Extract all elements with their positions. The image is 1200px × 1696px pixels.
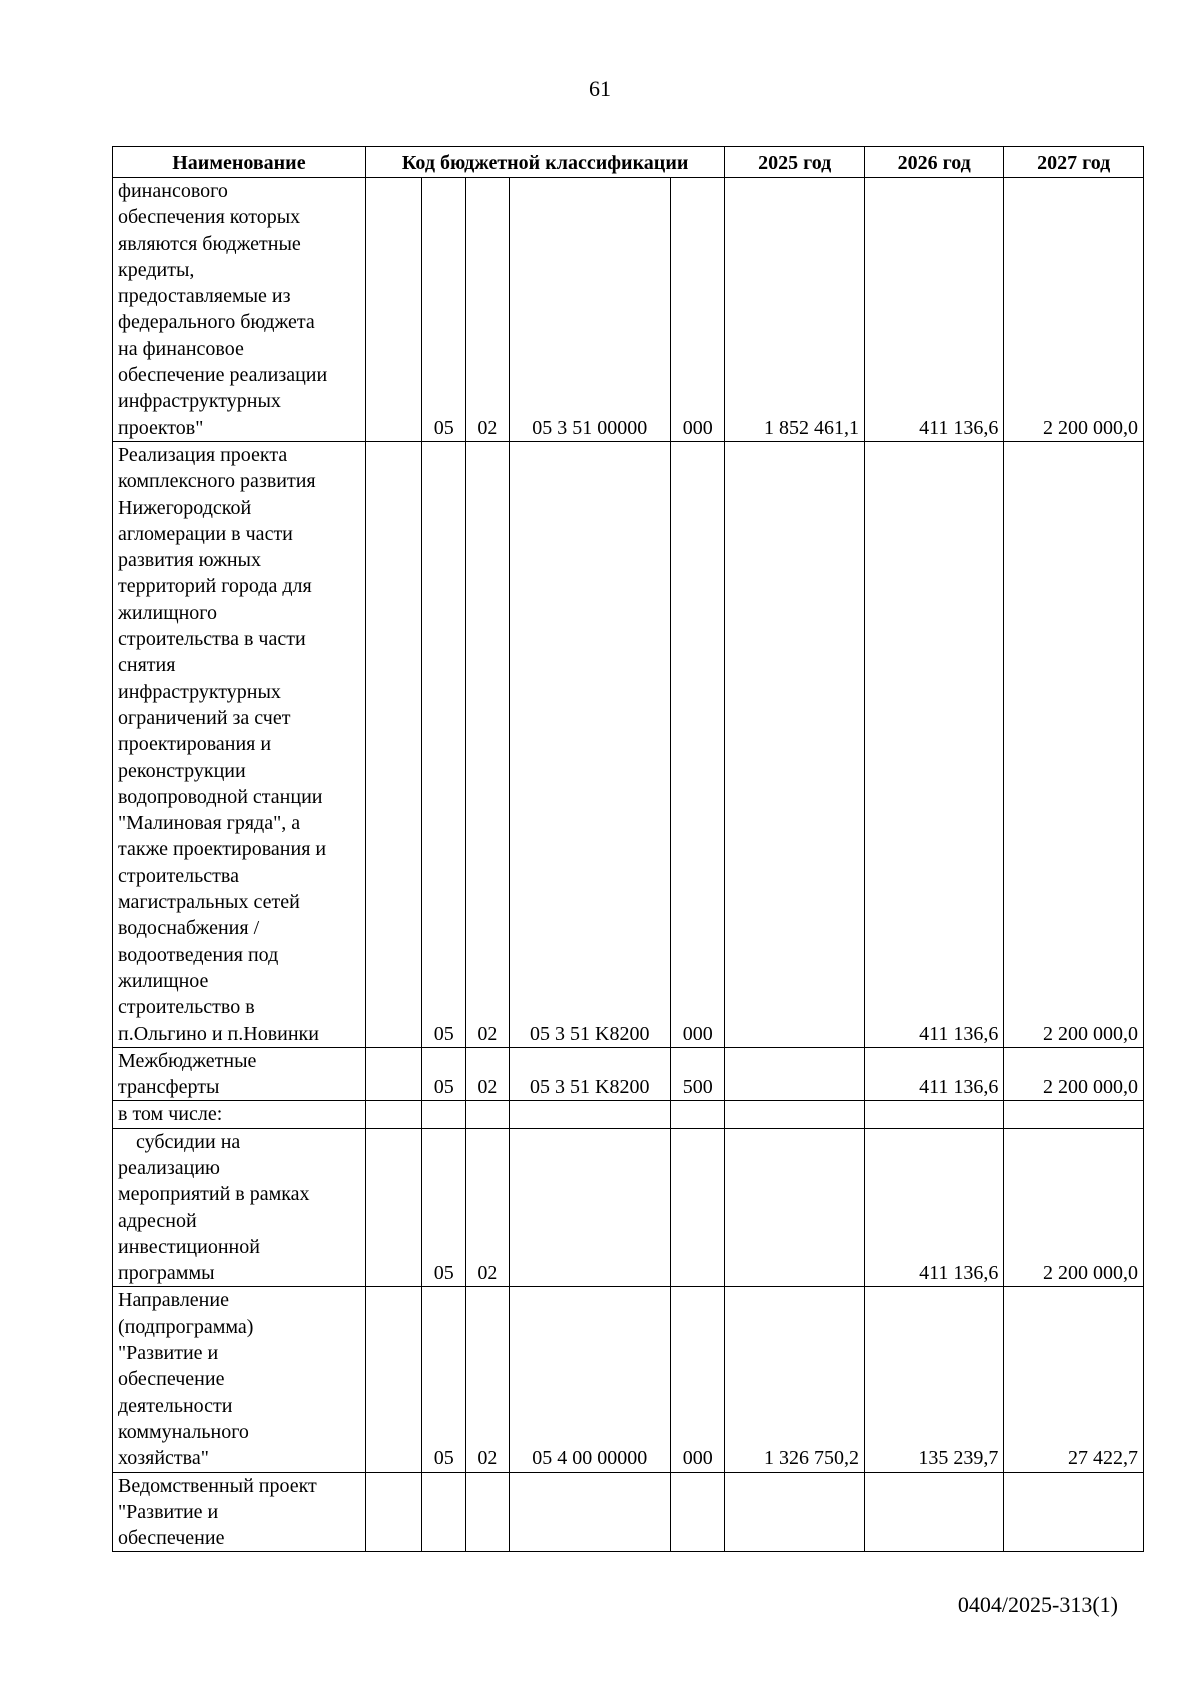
code-gr <box>365 441 422 1047</box>
code-pr <box>466 1472 510 1552</box>
code-csr: 05 3 51 00000 <box>509 178 670 442</box>
code-vr: 000 <box>670 178 725 442</box>
code-pr: 02 <box>466 1128 510 1287</box>
row-name-line: водоснабжения / <box>118 917 260 940</box>
row-name-line: проектирования и <box>118 733 272 756</box>
value-2027: 2 200 000,0 <box>1004 441 1144 1047</box>
row-name-line: "Малиновая гряда", а <box>118 812 301 835</box>
value-2025: 1 852 461,1 <box>725 178 864 442</box>
value-2025 <box>725 1472 864 1552</box>
code-pr: 02 <box>466 1287 510 1472</box>
row-name-line: мероприятий в рамках <box>118 1183 310 1206</box>
row-name-line: также проектирования и <box>118 838 327 861</box>
code-csr: 05 3 51 K8200 <box>509 441 670 1047</box>
header-2027: 2027 год <box>1004 147 1144 178</box>
code-vr: 000 <box>670 441 725 1047</box>
header-2026: 2026 год <box>864 147 1003 178</box>
row-name <box>113 1128 366 1287</box>
row-name-line: Направление <box>118 1289 229 1312</box>
table-row <box>113 1101 1144 1128</box>
row-name <box>113 1472 366 1552</box>
row-name <box>113 1101 366 1128</box>
code-rz: 05 <box>422 441 466 1047</box>
row-name-line: проектов" <box>118 416 204 439</box>
row-name-line: Ведомственный проект <box>118 1474 317 1497</box>
code-csr: 05 4 00 00000 <box>509 1287 670 1472</box>
code-vr <box>670 1472 725 1552</box>
budget-table <box>112 146 1144 1552</box>
value-2025 <box>725 441 864 1047</box>
row-name-line: (подпрограмма) <box>118 1315 254 1338</box>
row-name-line: реализацию <box>118 1156 220 1179</box>
row-name-line: являются бюджетные <box>118 232 301 255</box>
row-name-line: хозяйства" <box>118 1447 209 1470</box>
row-name-line: развития южных <box>118 549 261 572</box>
row-name <box>113 441 366 1047</box>
document-code: 0404/2025-313(1) <box>957 1592 1118 1617</box>
row-name-line: Межбюджетные <box>118 1049 257 1072</box>
code-vr <box>670 1101 725 1128</box>
code-rz <box>422 1101 466 1128</box>
code-pr: 02 <box>466 178 510 442</box>
row-name-line: территорий города для <box>118 575 312 598</box>
value-2027: 2 200 000,0 <box>1004 1128 1144 1287</box>
value-2027 <box>1004 1472 1144 1552</box>
value-2025 <box>725 1101 864 1128</box>
table-row <box>113 178 1144 442</box>
code-vr <box>670 1128 725 1287</box>
value-2026 <box>864 1101 1003 1128</box>
row-name-line: п.Ольгино и п.Новинки <box>118 1022 319 1045</box>
code-gr <box>365 1047 422 1101</box>
row-name-line: субсидии на <box>136 1130 241 1153</box>
code-vr: 500 <box>670 1047 725 1101</box>
page-number: 61 <box>589 76 611 101</box>
value-2026: 411 136,6 <box>864 1047 1003 1101</box>
code-gr <box>365 1287 422 1472</box>
code-gr <box>365 1128 422 1287</box>
table-body <box>113 178 1144 1552</box>
header-code: Код бюджетной классификации <box>365 147 725 178</box>
row-name-line: финансового <box>118 180 228 202</box>
row-name-line: жилищное <box>118 969 209 992</box>
code-pr: 02 <box>466 441 510 1047</box>
row-name <box>113 1287 366 1472</box>
row-name-line: трансферты <box>118 1076 220 1099</box>
row-name-line: программы <box>118 1262 215 1285</box>
value-2025 <box>725 1047 864 1101</box>
row-name-line: магистральных сетей <box>118 891 300 914</box>
row-name-line: строительства в части <box>118 628 306 651</box>
row-name <box>113 1047 366 1101</box>
row-name-line: на финансовое <box>118 337 244 360</box>
code-pr <box>466 1101 510 1128</box>
value-2026: 135 239,7 <box>864 1287 1003 1472</box>
row-name-line: в том числе: <box>118 1103 223 1126</box>
row-name-line: деятельности <box>118 1394 233 1417</box>
value-2026: 411 136,6 <box>864 178 1003 442</box>
code-gr <box>365 1101 422 1128</box>
value-2027: 2 200 000,0 <box>1004 1047 1144 1101</box>
row-name-line: коммунального <box>118 1420 249 1443</box>
code-rz: 05 <box>422 1047 466 1101</box>
value-2026: 411 136,6 <box>864 441 1003 1047</box>
row-name-line: инвестиционной <box>118 1235 260 1258</box>
row-name-line: обеспечения которых <box>118 206 301 229</box>
code-csr: 05 3 51 K8200 <box>509 1047 670 1101</box>
value-2027: 27 422,7 <box>1004 1287 1144 1472</box>
row-name-line: строительство в <box>118 996 255 1019</box>
row-name-line: водоотведения под <box>118 943 279 966</box>
row-name-line: агломерации в части <box>118 522 293 545</box>
code-csr <box>509 1128 670 1287</box>
row-name-line: обеспечение реализации <box>118 364 328 387</box>
row-name <box>113 178 366 442</box>
row-name-line: водопроводной станции <box>118 785 323 808</box>
row-name-line: инфраструктурных <box>118 390 281 413</box>
value-2025: 1 326 750,2 <box>725 1287 864 1472</box>
row-name-line: "Развитие и <box>118 1342 219 1365</box>
row-name-line: жилищного <box>118 601 218 624</box>
code-rz: 05 <box>422 178 466 442</box>
row-name-line: реконструкции <box>118 759 246 782</box>
code-vr: 000 <box>670 1287 725 1472</box>
value-2025 <box>725 1128 864 1287</box>
row-name-line: адресной <box>118 1209 197 1232</box>
row-name-line: обеспечение <box>118 1527 225 1550</box>
table-row <box>113 1047 1144 1101</box>
code-csr <box>509 1101 670 1128</box>
row-name-line: обеспечение <box>118 1368 225 1391</box>
row-name-line: снятия <box>118 654 176 677</box>
row-name-line: предоставляемые из <box>118 285 291 308</box>
value-2027: 2 200 000,0 <box>1004 178 1144 442</box>
code-rz: 05 <box>422 1287 466 1472</box>
table-row <box>113 1472 1144 1552</box>
code-csr <box>509 1472 670 1552</box>
value-2026: 411 136,6 <box>864 1128 1003 1287</box>
row-name-line: Нижегородской <box>118 496 252 519</box>
table-row <box>113 441 1144 1047</box>
row-name-line: Реализация проекта <box>118 443 288 466</box>
row-name-line: строительства <box>118 864 239 887</box>
row-name-line: федерального бюджета <box>118 311 315 334</box>
value-2026 <box>864 1472 1003 1552</box>
row-name-line: кредиты, <box>118 258 195 281</box>
row-name-line: комплексного развития <box>118 470 316 493</box>
code-rz: 05 <box>422 1128 466 1287</box>
value-2027 <box>1004 1101 1144 1128</box>
row-name-line: инфраструктурных <box>118 680 281 703</box>
code-gr <box>365 178 422 442</box>
row-name-line: ограничений за счет <box>118 706 291 729</box>
header-2025: 2025 год <box>725 147 864 178</box>
row-name-line: "Развитие и <box>118 1500 219 1523</box>
code-rz <box>422 1472 466 1552</box>
table-row <box>113 1287 1144 1472</box>
code-pr: 02 <box>466 1047 510 1101</box>
header-row <box>113 147 1144 178</box>
code-gr <box>365 1472 422 1552</box>
table-row <box>113 1128 1144 1287</box>
header-name: Наименование <box>113 147 366 178</box>
